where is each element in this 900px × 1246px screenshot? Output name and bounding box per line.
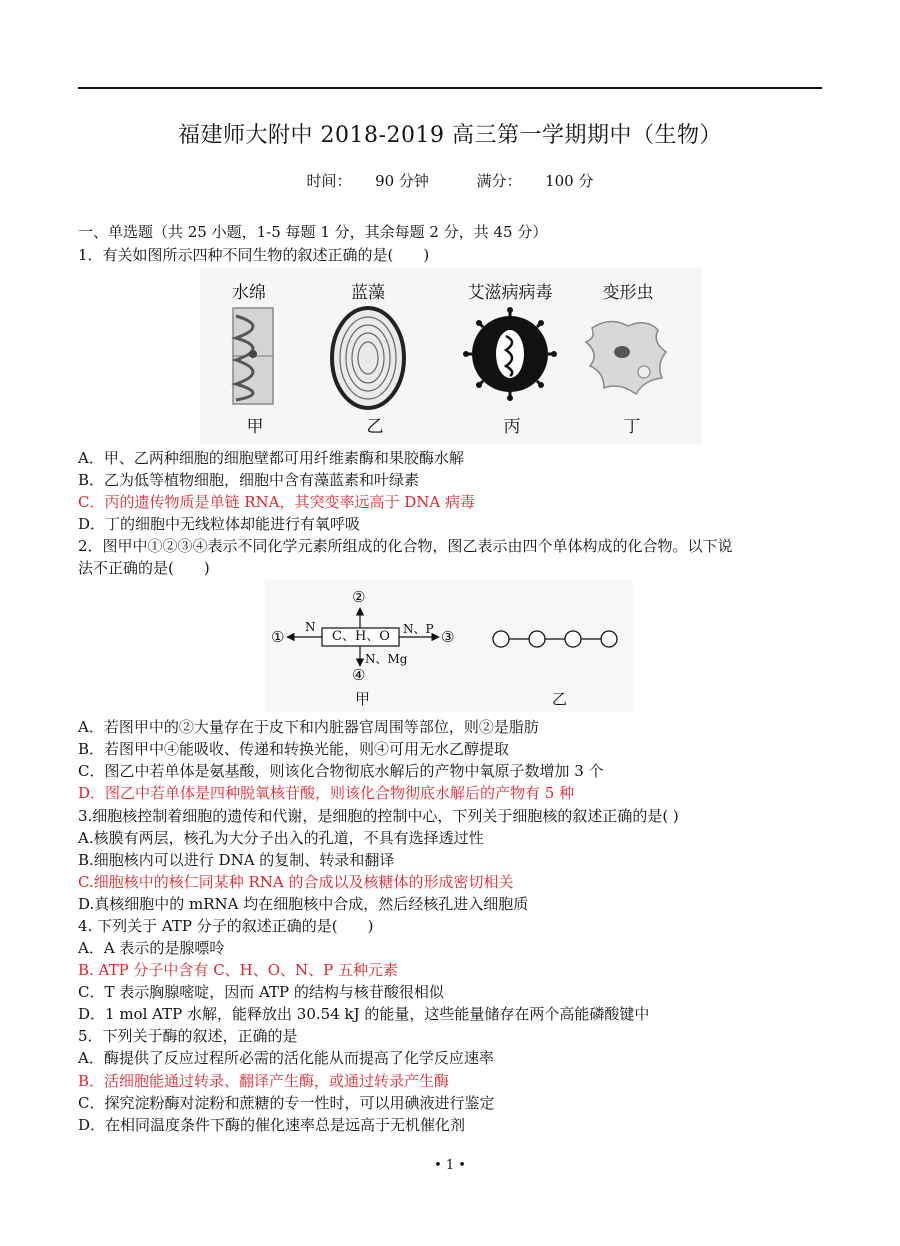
q3-option-b: B.细胞核内可以进行 DNA 的复制、转录和翻译	[78, 851, 395, 869]
q1-option-c: C．丙的遗传物质是单链 RNA，其突变率远高于 DNA 病毒	[78, 493, 476, 511]
amoeba-drawing	[586, 321, 666, 394]
q1-stem: 1．有关如图所示四种不同生物的叙述正确的是( )	[78, 246, 430, 264]
time-value: 90 分钟	[375, 172, 429, 190]
page-title: 福建师大附中 2018-2019 高三第一学期期中（生物）	[178, 123, 722, 148]
fig2-label-nmg: N、Mg	[365, 652, 408, 666]
q4-option-a: A．A 表示的是腺嘌呤	[78, 939, 225, 957]
q5-option-d: D．在相同温度条件下酶的催化速率总是远高于无机催化剂	[78, 1116, 466, 1134]
cyanobacteria-drawing	[332, 308, 404, 408]
fig2-mark-jia: 甲	[355, 690, 371, 708]
exam-meta	[0, 170, 900, 191]
q2-option-d: D．图乙中若单体是四种脱氧核苷酸，则该化合物彻底水解后的产物有 5 种	[78, 784, 575, 802]
q3-stem: 3.细胞核控制着细胞的遗传和代谢，是细胞的控制中心，下列关于细胞核的叙述正确的是( )	[78, 807, 679, 825]
fig1-mark-yi: 乙	[366, 417, 384, 437]
q1-option-a: A．甲、乙两种细胞的细胞壁都可用纤维素酶和果胶酶水解	[78, 449, 464, 467]
q2-stem-cont: 法不正确的是( )	[78, 559, 210, 577]
q4-option-c: C．T 表示胸腺嘧啶，因而 ATP 的结构与核苷酸很相似	[78, 983, 444, 1001]
q1-option-d: D．丁的细胞中无线粒体却能进行有氧呼吸	[78, 515, 361, 533]
q2-option-b: B．若图甲中④能吸收、传递和转换光能，则④可用无水乙醇提取	[78, 740, 510, 758]
q1-option-b: B．乙为低等植物细胞，细胞中含有藻蓝素和叶绿素	[78, 471, 420, 489]
fig2-compound-4: ④	[352, 666, 366, 684]
fig2-compound-2: ②	[352, 588, 366, 606]
fig2-center-elements: C、H、O	[332, 629, 390, 644]
fig1-name-hiv: 艾滋病病毒	[467, 283, 553, 303]
figure-four-organisms	[200, 268, 702, 444]
spirogyra-drawing	[233, 308, 273, 404]
figure-element-compounds	[265, 580, 633, 712]
q5-option-b: B．活细胞能通过转录、翻译产生酶，或通过转录产生酶	[78, 1072, 450, 1090]
q2-stem: 2．图甲中①②③④表示不同化学元素所组成的化合物，图乙表示由四个单体构成的化合物。以下说	[78, 537, 733, 555]
q4-stem: 4. 下列关于 ATP 分子的叙述正确的是( )	[78, 917, 374, 935]
top-rule	[78, 87, 822, 89]
q4-option-b: B. ATP 分子中含有 C、H、O、N、P 五种元素	[78, 961, 399, 979]
fig1-name-cyanobacteria: 蓝藻	[351, 283, 385, 303]
hiv-drawing	[463, 307, 557, 401]
q2-option-c: C．图乙中若单体是氨基酸，则该化合物彻底水解后的产物中氧原子数增加 3 个	[78, 762, 604, 780]
q3-option-d: D.真核细胞中的 mRNA 均在细胞核中合成，然后经核孔进入细胞质	[78, 895, 529, 913]
q5-stem: 5．下列关于酶的叙述，正确的是	[78, 1027, 298, 1045]
q2-option-a: A．若图甲中的②大量存在于皮下和内脏器官周围等部位，则②是脂肪	[78, 718, 539, 736]
fig2-label-np: N、P	[403, 622, 434, 636]
fig1-mark-jia: 甲	[246, 417, 264, 437]
score-label: 满分：	[476, 172, 522, 190]
q3-option-c: C.细胞核中的核仁同某种 RNA 的合成以及核糖体的形成密切相关	[78, 873, 514, 891]
q5-option-a: A．酶提供了反应过程所必需的活化能从而提高了化学反应速率	[78, 1049, 494, 1067]
fig1-name-amoeba: 变形虫	[602, 283, 654, 303]
fig1-mark-bing: 丙	[503, 417, 521, 437]
q3-option-a: A.核膜有两层，核孔为大分子出入的孔道，不具有选择透过性	[78, 829, 484, 847]
fig2-compound-3: ③	[441, 628, 455, 646]
fig2-diagram	[265, 580, 633, 712]
fig1-mark-ding: 丁	[623, 417, 641, 437]
q4-option-d: D．1 mol ATP 水解，能释放出 30.54 kJ 的能量，这些能量储存在两个高能磷酸键中	[78, 1005, 650, 1023]
fig2-mark-yi: 乙	[552, 690, 568, 708]
fig2-label-n: N	[305, 620, 316, 634]
fig2-compound-1: ①	[271, 628, 285, 646]
fig2-chain	[493, 631, 617, 647]
section-heading: 一、单选题（共 25 小题，1-5 每题 1 分，其余每题 2 分，共 45 分）	[78, 223, 548, 241]
page-number: • 1 •	[434, 1158, 466, 1173]
score-value: 100 分	[545, 172, 594, 190]
q5-option-c: C．探究淀粉酶对淀粉和蔗糖的专一性时，可以用碘液进行鉴定	[78, 1094, 495, 1112]
time-label: 时间：	[306, 172, 352, 190]
fig1-name-spirogyra: 水绵	[232, 283, 266, 303]
